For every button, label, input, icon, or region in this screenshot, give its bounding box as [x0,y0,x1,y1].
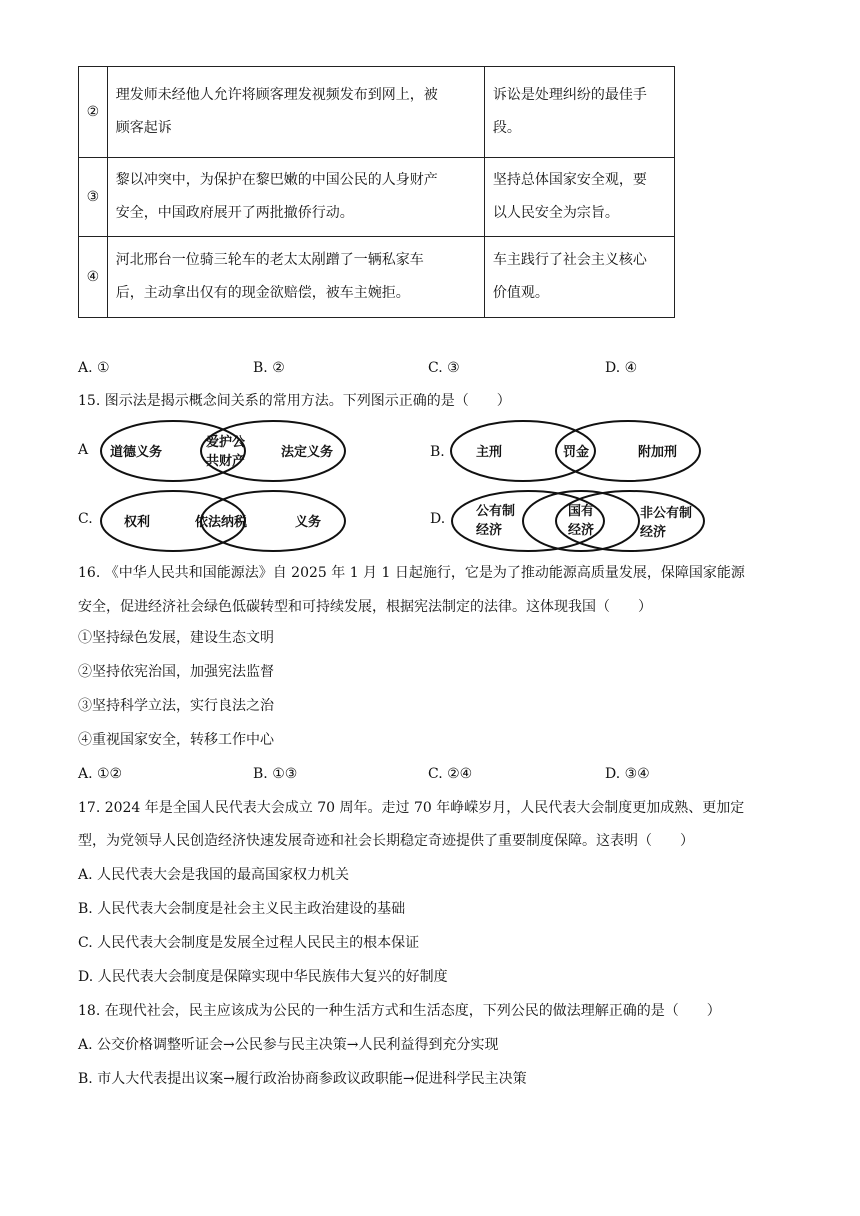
diagram-a-venn [98,418,348,484]
diagram-b-label[interactable]: B. [430,444,445,460]
table-row [79,158,675,237]
question-17-stem-line-2: 型，为党领导人民创造经济快速发展奇迹和社会长期稳定奇迹提供了重要制度保障。这表明（ ） [78,833,694,849]
scenario-cell: 河北邢台一位骑三轮车的老太太剐蹭了一辆私家车 后，主动拿出仅有的现金欲赔偿，被车主婉拒。 [107,237,484,318]
analysis-cell: 车主践行了社会主义核心 价值观。 [484,237,674,318]
option-a[interactable]: A. ① [78,360,110,376]
question-16-item-2: ②坚持依宪治国，加强宪法监督 [78,664,274,680]
analysis-cell: 诉讼是处理纠纷的最佳手 段。 [484,67,674,158]
venn-mid-text-2: 共财产 [206,454,246,469]
venn-left-text-2: 经济 [476,523,503,538]
venn-left-text: 道德义务 [110,445,163,460]
venn-left-text: 主刑 [476,445,503,460]
venn-right-text-2: 经济 [640,525,667,540]
option-a[interactable]: A. 公交价格调整听证会→公民参与民主决策→人民利益得到充分实现 [78,1037,499,1053]
venn-left-text-1: 公有制 [476,504,516,519]
scenario-cell: 黎以冲突中，为保护在黎巴嫩的中国公民的人身财产 安全，中国政府展开了两批撤侨行动。 [107,158,484,237]
question-16-stem-line-1: 16. 《中华人民共和国能源法》自 2025 年 1 月 1 日起施行，它是为了推动能源高质量发展，保障国家能源 [78,565,745,581]
question-16-stem-line-2: 安全，促进经济社会绿色低碳转型和可持续发展，根据宪法制定的法律。这体现我国（ ） [78,599,652,615]
option-c[interactable]: C. ②④ [428,766,473,782]
option-d[interactable]: D. ④ [605,360,638,376]
venn-left-text: 权利 [124,515,151,530]
question-16-item-4: ④重视国家安全，转移工作中心 [78,732,274,748]
venn-right-text: 义务 [295,515,322,530]
venn-right-text-1: 非公有制 [640,506,693,521]
question-14-table [78,66,675,318]
option-c[interactable]: C. ③ [428,360,460,376]
question-17-stem-line-1: 17. 2024 年是全国人民代表大会成立 70 周年。走过 70 年峥嵘岁月，人民代表大会制度更加成熟、更加定 [78,800,745,816]
venn-mid-text: 罚金 [563,445,590,460]
venn-right-text: 附加刑 [638,445,678,460]
table-row [79,237,675,318]
diagram-c-label[interactable]: C. [78,511,93,527]
venn-mid-text-2: 经济 [568,523,595,538]
question-18-stem: 18. 在现代社会，民主应该成为公民的一种生活方式和生活态度，下列公民的做法理解正确的是（ ） [78,1003,721,1019]
option-b[interactable]: B. 人民代表大会制度是社会主义民主政治建设的基础 [78,901,406,917]
venn-mid-text-1: 爱护公 [206,435,246,450]
venn-mid-text: 依法纳税 [195,515,248,530]
option-a[interactable]: A. 人民代表大会是我国的最高国家权力机关 [78,867,350,883]
option-c[interactable]: C. 人民代表大会制度是发展全过程人民民主的根本保证 [78,935,420,951]
venn-right-text: 法定义务 [281,445,334,460]
row-number: ② [79,67,108,158]
row-number: ④ [79,237,108,318]
option-d[interactable]: D. ③④ [605,766,650,782]
diagram-c-venn [98,488,348,554]
diagram-b-venn [448,418,704,484]
scenario-cell: 理发师未经他人允许将顾客理发视频发布到网上，被 顾客起诉 [107,67,484,158]
table-row [79,67,675,158]
option-d[interactable]: D. 人民代表大会制度是保障实现中华民族伟大复兴的好制度 [78,969,448,985]
analysis-cell: 坚持总体国家安全观，要 以人民安全为宗旨。 [484,158,674,237]
diagram-d-label[interactable]: D. [430,511,446,527]
diagram-a-label[interactable]: A [78,442,89,458]
option-b[interactable]: B. 市人大代表提出议案→履行政治协商参政议政职能→促进科学民主决策 [78,1071,527,1087]
question-16-item-3: ③坚持科学立法，实行良法之治 [78,698,274,714]
diagram-d-venn [448,488,708,554]
venn-mid-text-1: 国有 [568,504,595,519]
option-a[interactable]: A. ①② [78,766,123,782]
row-number: ③ [79,158,108,237]
option-b[interactable]: B. ①③ [253,766,298,782]
question-16-item-1: ①坚持绿色发展，建设生态文明 [78,630,274,646]
question-15-stem: 15. 图示法是揭示概念间关系的常用方法。下列图示正确的是（ ） [78,393,511,409]
option-b[interactable]: B. ② [253,360,285,376]
